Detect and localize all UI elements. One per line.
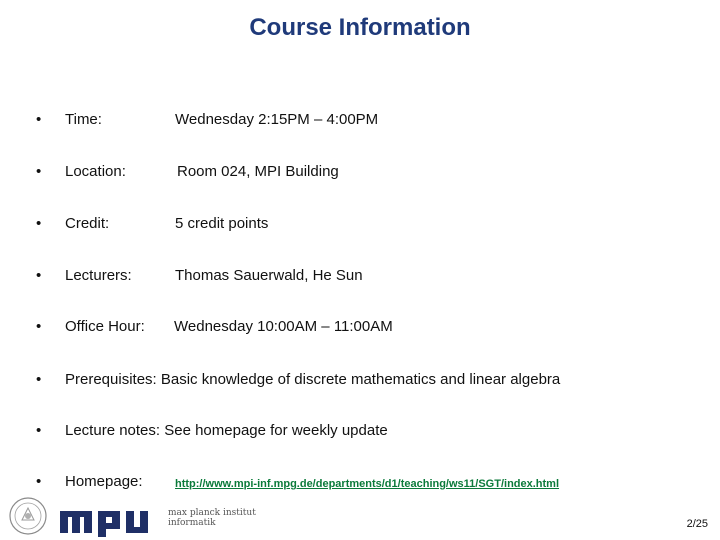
row-label: Homepage:	[65, 473, 143, 490]
page-number: 2/25	[686, 518, 708, 530]
row-value: Thomas Sauerwald, He Sun	[175, 267, 363, 284]
row-text: Lecture notes: See homepage for weekly update	[65, 422, 388, 439]
row-label: Time:	[65, 111, 102, 128]
row-value: 5 credit points	[175, 215, 269, 232]
slide-title: Course Information	[249, 14, 471, 41]
bullet: •	[36, 215, 42, 232]
homepage-link[interactable]: http://www.mpi-inf.mpg.de/departments/d1/teaching/ws11/SGT/index.html	[175, 478, 560, 490]
row-label: Credit:	[65, 215, 110, 232]
row-label: Lecturers:	[65, 267, 132, 284]
mpi-logo-icon	[58, 505, 158, 537]
institute-logo-text	[168, 508, 256, 528]
logo-text-line2: informatik	[168, 518, 216, 528]
university-seal-icon	[8, 496, 48, 536]
bullet: •	[36, 371, 42, 388]
bullet: •	[36, 422, 42, 439]
bullet: •	[36, 163, 42, 180]
bullet: •	[36, 473, 42, 490]
row-text: Prerequisites: Basic knowledge of discrete mathematics and linear algebra	[65, 371, 561, 388]
row-value: Wednesday 10:00AM – 11:00AM	[174, 318, 393, 335]
logo-text-line1: max planck institut	[168, 508, 256, 518]
row-label: Office Hour:	[65, 318, 145, 335]
row-label: Location:	[65, 163, 126, 180]
bullet: •	[36, 111, 42, 128]
row-value: Wednesday 2:15PM – 4:00PM	[175, 111, 379, 128]
bullet: •	[36, 318, 42, 335]
row-value: Room 024, MPI Building	[177, 163, 339, 180]
bullet: •	[36, 267, 42, 284]
